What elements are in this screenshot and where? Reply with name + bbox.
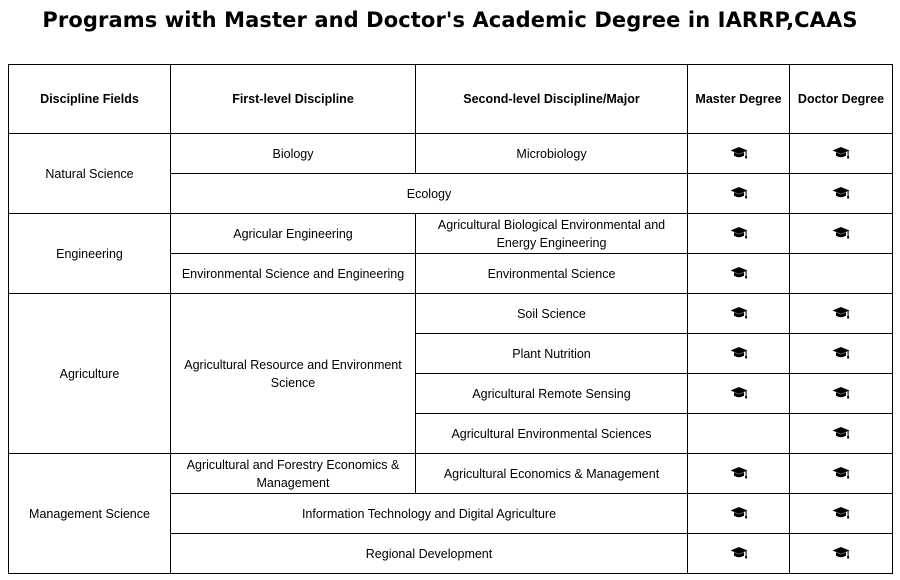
table-row — [9, 294, 893, 334]
second-level-cell: Agricultural Economics & Management — [416, 454, 688, 494]
merged-discipline-cell: Regional Development — [171, 534, 688, 574]
doctor-cell — [790, 214, 893, 254]
second-level-cell: Environmental Science — [416, 254, 688, 294]
graduation-cap-icon — [832, 306, 850, 320]
master-cell — [688, 174, 790, 214]
graduation-cap-icon — [730, 466, 748, 480]
graduation-cap-icon — [730, 266, 748, 280]
second-level-cell: Microbiology — [416, 134, 688, 174]
graduation-cap-icon — [832, 346, 850, 360]
master-cell — [688, 414, 790, 454]
doctor-cell — [790, 254, 893, 294]
graduation-cap-icon — [832, 386, 850, 400]
graduation-cap-icon — [832, 466, 850, 480]
degree-programs-table — [8, 64, 893, 574]
doctor-cell — [790, 374, 893, 414]
first-level-cell: Agricular Engineering — [171, 214, 416, 254]
header-first-level: First-level Discipline — [171, 65, 416, 134]
table-header-row — [9, 65, 893, 134]
header-discipline-fields: Discipline Fields — [9, 65, 171, 134]
header-master-degree: Master Degree — [688, 65, 790, 134]
discipline-field-cell: Management Science — [9, 454, 171, 574]
graduation-cap-icon — [730, 146, 748, 160]
table-row — [9, 454, 893, 494]
second-level-cell: Agricultural Remote Sensing — [416, 374, 688, 414]
doctor-cell — [790, 294, 893, 334]
header-doctor-degree: Doctor Degree — [790, 65, 893, 134]
graduation-cap-icon — [832, 546, 850, 560]
graduation-cap-icon — [832, 146, 850, 160]
master-cell — [688, 494, 790, 534]
graduation-cap-icon — [730, 186, 748, 200]
doctor-cell — [790, 334, 893, 374]
header-second-level: Second-level Discipline/Major — [416, 65, 688, 134]
master-cell — [688, 454, 790, 494]
graduation-cap-icon — [832, 226, 850, 240]
table-row — [9, 214, 893, 254]
first-level-cell: Agricultural and Forestry Economics & Management — [171, 454, 416, 494]
master-cell — [688, 334, 790, 374]
graduation-cap-icon — [730, 346, 748, 360]
merged-discipline-cell: Ecology — [171, 174, 688, 214]
master-cell — [688, 294, 790, 334]
second-level-cell: Agricultural Environmental Sciences — [416, 414, 688, 454]
graduation-cap-icon — [730, 546, 748, 560]
first-level-cell: Agricultural Resource and Environment Science — [171, 294, 416, 454]
graduation-cap-icon — [730, 226, 748, 240]
master-cell — [688, 534, 790, 574]
graduation-cap-icon — [832, 186, 850, 200]
doctor-cell — [790, 454, 893, 494]
second-level-cell: Agricultural Biological Environmental and Energy Engineering — [416, 214, 688, 254]
graduation-cap-icon — [832, 426, 850, 440]
master-cell — [688, 134, 790, 174]
discipline-field-cell: Engineering — [9, 214, 171, 294]
second-level-cell: Soil Science — [416, 294, 688, 334]
second-level-cell: Plant Nutrition — [416, 334, 688, 374]
graduation-cap-icon — [730, 506, 748, 520]
graduation-cap-icon — [832, 506, 850, 520]
merged-discipline-cell: Information Technology and Digital Agriculture — [171, 494, 688, 534]
doctor-cell — [790, 534, 893, 574]
doctor-cell — [790, 414, 893, 454]
master-cell — [688, 374, 790, 414]
master-cell — [688, 254, 790, 294]
doctor-cell — [790, 134, 893, 174]
page-title: Programs with Master and Doctor's Academic Degree in IARRP,CAAS — [42, 8, 858, 32]
doctor-cell — [790, 174, 893, 214]
doctor-cell — [790, 494, 893, 534]
first-level-cell: Environmental Science and Engineering — [171, 254, 416, 294]
discipline-field-cell: Agriculture — [9, 294, 171, 454]
table-row — [9, 134, 893, 174]
master-cell — [688, 214, 790, 254]
discipline-field-cell: Natural Science — [9, 134, 171, 214]
graduation-cap-icon — [730, 386, 748, 400]
first-level-cell: Biology — [171, 134, 416, 174]
graduation-cap-icon — [730, 306, 748, 320]
